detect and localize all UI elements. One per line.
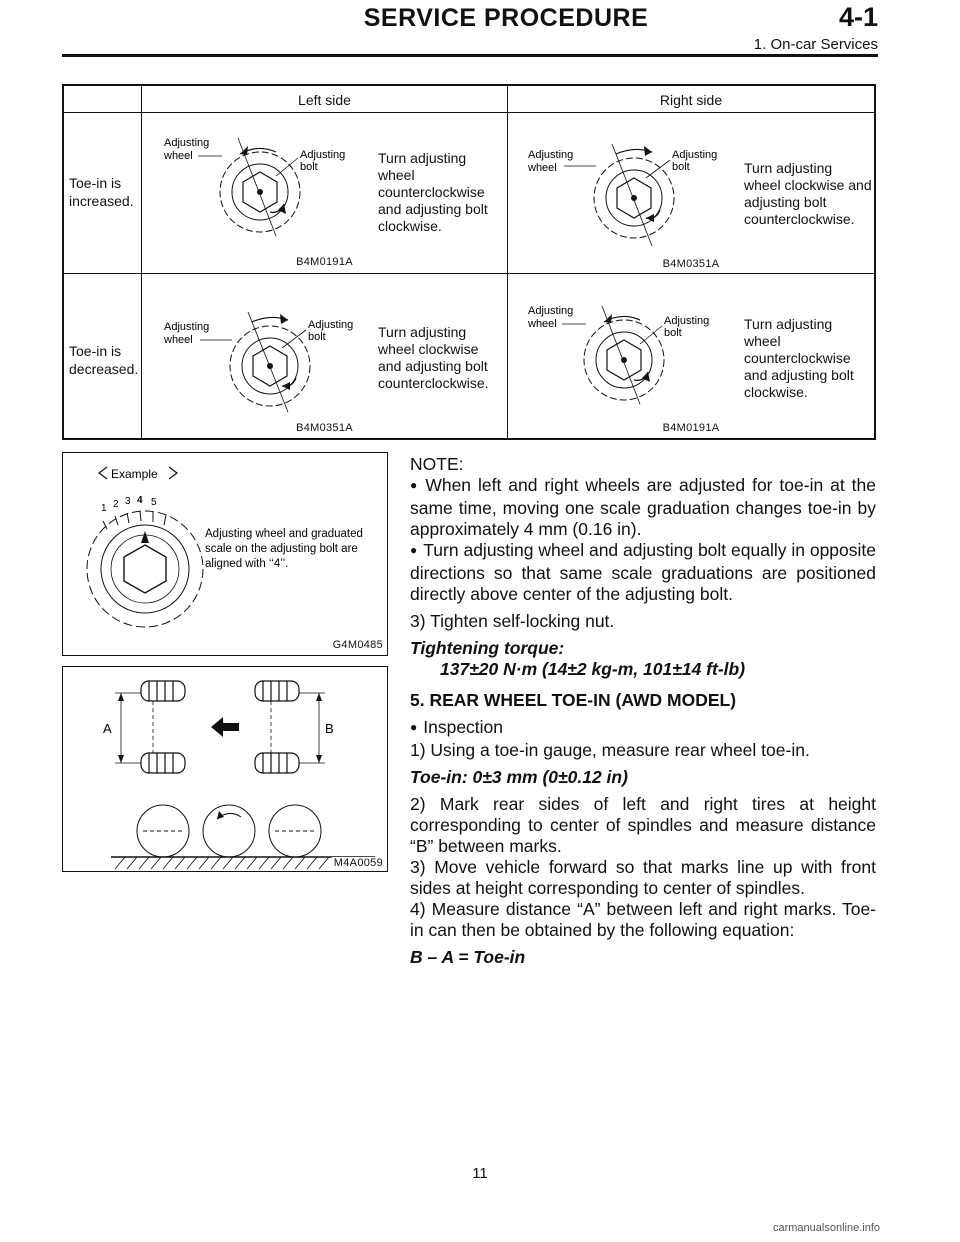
figure-id: B4M0351A <box>662 258 720 270</box>
adjuster-diagram <box>160 304 380 421</box>
step-text: 2) Mark rear sides of left and right tires at height corresponding to center of spindles and measure distance “B” between marks. <box>410 794 876 856</box>
svg-text:wheel: wheel <box>528 162 557 174</box>
svg-text:Adjusting: Adjusting <box>528 149 574 161</box>
rear-toe-figure <box>62 666 388 872</box>
distance-a-label: A <box>103 721 112 736</box>
svg-text:wheel: wheel <box>164 334 193 346</box>
row-label-decreased: Toe-in is decreased. <box>69 343 139 377</box>
figure-id: B4M0191A <box>296 256 353 268</box>
instruction-text: Turn adjusting wheel counterclockwise and adjusting bolt clockwise. <box>744 316 854 400</box>
scale-caption <box>205 528 363 570</box>
adjusting-wheel-graphic <box>87 511 203 627</box>
header-rule <box>62 54 878 57</box>
example-label: Example <box>111 467 158 481</box>
svg-text:4: 4 <box>137 495 143 506</box>
table-divider <box>64 273 874 274</box>
svg-text:Adjusting: Adjusting <box>308 319 354 331</box>
chapter-subtitle: 1. On-car Services <box>753 36 878 53</box>
svg-text:bolt: bolt <box>664 327 682 339</box>
figure-id: B4M0351A <box>296 422 353 434</box>
step-text: 4) Measure distance “A” between left and right marks. Toe-in can then be obtained by the following equation: <box>410 899 876 940</box>
column-header-left: Left side <box>298 92 351 108</box>
figure-id: B4M0191A <box>662 422 720 434</box>
direction-arrow-icon <box>211 717 239 737</box>
tire-side-graphic <box>137 805 321 857</box>
scale-alignment-figure <box>62 452 388 656</box>
svg-text:2: 2 <box>113 499 119 510</box>
toe-adjustment-table <box>62 84 876 440</box>
torque-title: Tightening torque: <box>410 638 565 658</box>
svg-text:Adjusting: Adjusting <box>300 149 346 161</box>
distance-b-label: B <box>325 721 334 736</box>
torque-value: 137±20 N·m (14±2 kg-m, 101±14 ft-lb) <box>440 659 746 679</box>
instruction-text: Turn adjusting wheel clockwise and adjusting bolt counterclockwise. <box>744 160 872 227</box>
svg-text:1: 1 <box>101 503 107 514</box>
instruction-text: Turn adjusting wheel counterclockwise and adjusting bolt clockwise. <box>378 150 488 234</box>
svg-text:bolt: bolt <box>672 161 690 173</box>
svg-text:Adjusting: Adjusting <box>664 315 710 327</box>
svg-text:Adjusting: Adjusting <box>164 321 210 333</box>
row-label-increased: Toe-in is increased. <box>69 175 134 209</box>
svg-text:3: 3 <box>125 496 131 507</box>
adjuster-diagram <box>524 300 739 417</box>
note-item: ● Turn adjusting wheel and adjusting bolt equally in opposite directions so that same scale graduations are positioned directly above center of the adjusting bolt. <box>410 540 876 605</box>
chapter-number: 4-1 <box>838 2 878 32</box>
svg-text:scale on the adjusting bolt ar: scale on the adjusting bolt are <box>205 543 358 555</box>
svg-text:5: 5 <box>151 497 157 508</box>
step-text: 3) Move vehicle forward so that marks line up with front sides at height corresponding to center of spindles. <box>410 857 876 898</box>
section-title: SERVICE PROCEDURE <box>363 4 649 32</box>
toe-equation: B – A = Toe-in <box>410 947 526 967</box>
svg-text:Adjusting wheel and graduated: Adjusting wheel and graduated <box>205 528 363 540</box>
svg-text:wheel: wheel <box>528 318 557 330</box>
svg-text:aligned with ‘‘4’’.: aligned with ‘‘4’’. <box>205 558 289 570</box>
page-number: 11 <box>472 1165 488 1182</box>
svg-text:bolt: bolt <box>308 331 326 343</box>
toe-spec: Toe-in: 0±3 mm (0±0.12 in) <box>410 767 628 787</box>
step-text: 3) Tighten self-locking nut. <box>410 611 615 631</box>
svg-text:bolt: bolt <box>300 161 318 173</box>
svg-text:wheel: wheel <box>164 150 193 162</box>
instruction-text: Turn adjusting wheel clockwise and adjusting bolt counterclockwise. <box>378 324 489 391</box>
adjuster-diagram <box>160 132 375 249</box>
svg-text:Adjusting: Adjusting <box>672 149 718 161</box>
svg-text:Adjusting: Adjusting <box>164 137 210 149</box>
watermark: carmanualsonline.info <box>772 1222 880 1234</box>
figure-id: M4A0059 <box>333 857 383 869</box>
note-item: ● When left and right wheels are adjusted for toe-in at the same time, moving one scale graduation changes toe-in by approximately 4 mm (0.16 in). <box>410 475 876 540</box>
step-text: 1) Using a toe-in gauge, measure rear wheel toe-in. <box>410 740 810 760</box>
table-divider <box>64 112 874 113</box>
inspection-item: ● Inspection <box>410 717 876 740</box>
section-heading: 5. REAR WHEEL TOE-IN (AWD MODEL) <box>410 690 737 710</box>
procedure-text <box>410 454 876 968</box>
column-header-right: Right side <box>659 92 723 108</box>
figure-id: G4M0485 <box>332 639 383 651</box>
note-title: NOTE: <box>410 454 464 474</box>
adjuster-diagram <box>524 142 744 259</box>
svg-text:Adjusting: Adjusting <box>528 305 574 317</box>
ground-hatch <box>115 857 329 869</box>
